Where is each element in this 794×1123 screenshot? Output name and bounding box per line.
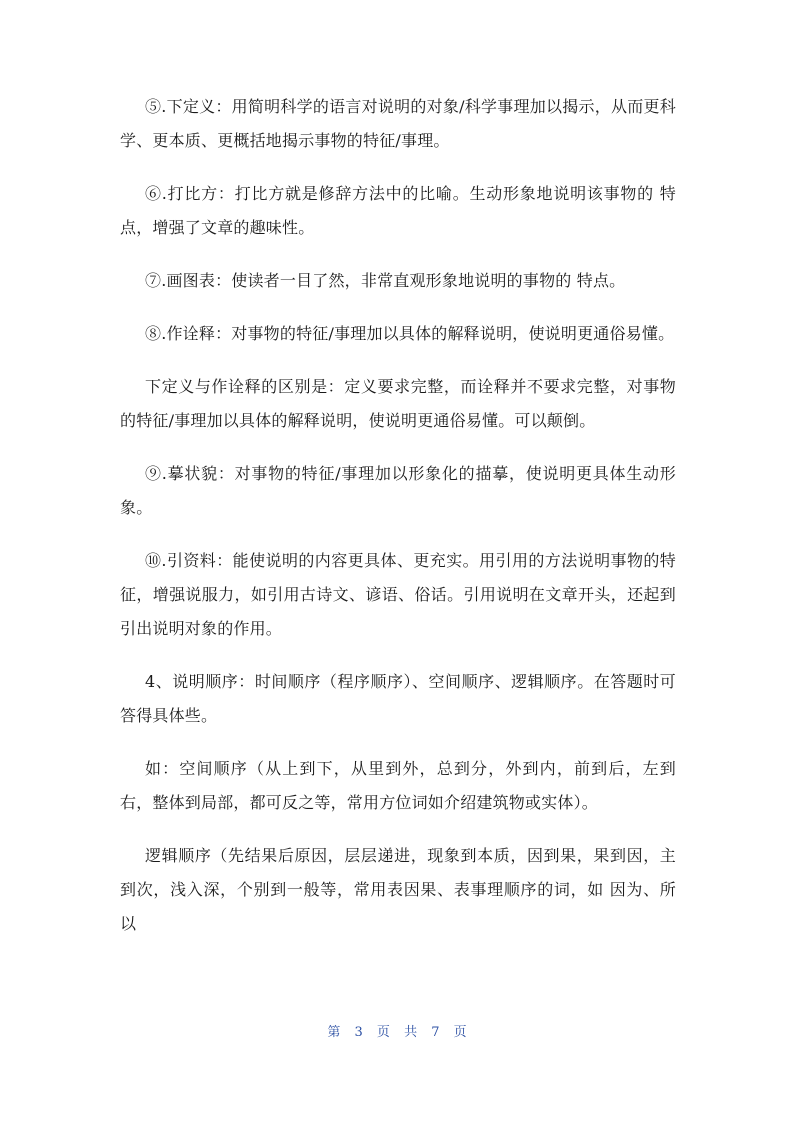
paragraph-definition: ⑤.下定义：用简明科学的语言对说明的对象/科学事理加以揭示，从而更科学、更本质、更概括地揭示事物的特征/事理。 (120, 97, 676, 150)
paragraph-explanation: ⑧.作诠释：对事物的特征/事理加以具体的解释说明，使说明更通俗易懂。 (145, 324, 675, 343)
page-footer (0, 1021, 794, 1040)
paragraph-difference: 下定义与作诠释的区别是：定义要求完整，而诠释并不要求完整，对事物的特征/事理加以具体的解释说明，使说明更通俗易懂。可以颠倒。 (120, 377, 676, 430)
footer-label-total: 共 (404, 1025, 418, 1040)
paragraph-spatial-order: 如：空间顺序（从上到下，从里到外，总到分，外到内，前到后，左到右，整体到局部，都可反之等，常用方位词如介绍建筑物或实体）。 (120, 759, 676, 812)
footer-label-of: 页 (376, 1025, 390, 1040)
paragraph-logical-order: 逻辑顺序（先结果后原因，层层递进，现象到本质，因到果，果到因，主到次，浅入深，个别到一般等，常用表因果、表事理顺序的词，如 因为、所以 (120, 846, 676, 933)
footer-total-pages: 7 (431, 1025, 440, 1040)
paragraph-analogy: ⑥.打比方：打比方就是修辞方法中的比喻。生动形象地说明该事物的 特点，增强了文章的趣味性。 (120, 184, 676, 237)
paragraph-citation: ⑩.引资料：能使说明的内容更具体、更充实。用引用的方法说明事物的特征，增强说服力，如引用古诗文、谚语、俗话。引用说明在文章开头，还起到引出说明对象的作用。 (120, 551, 676, 638)
document-body (120, 90, 676, 960)
paragraph-chart: ⑦.画图表：使读者一目了然，非常直观形象地说明的事物的 特点。 (145, 271, 626, 290)
footer-label-page: 第 (327, 1025, 341, 1040)
footer-label-end: 页 (453, 1025, 467, 1040)
paragraph-description: ⑨.摹状貌：对事物的特征/事理加以形象化的描摹，使说明更具体生动形象。 (120, 464, 676, 517)
paragraph-order: 4、说明顺序：时间顺序（程序顺序）、空间顺序、逻辑顺序。在答题时可答得具体些。 (120, 672, 676, 725)
footer-current-page: 3 (354, 1025, 363, 1040)
